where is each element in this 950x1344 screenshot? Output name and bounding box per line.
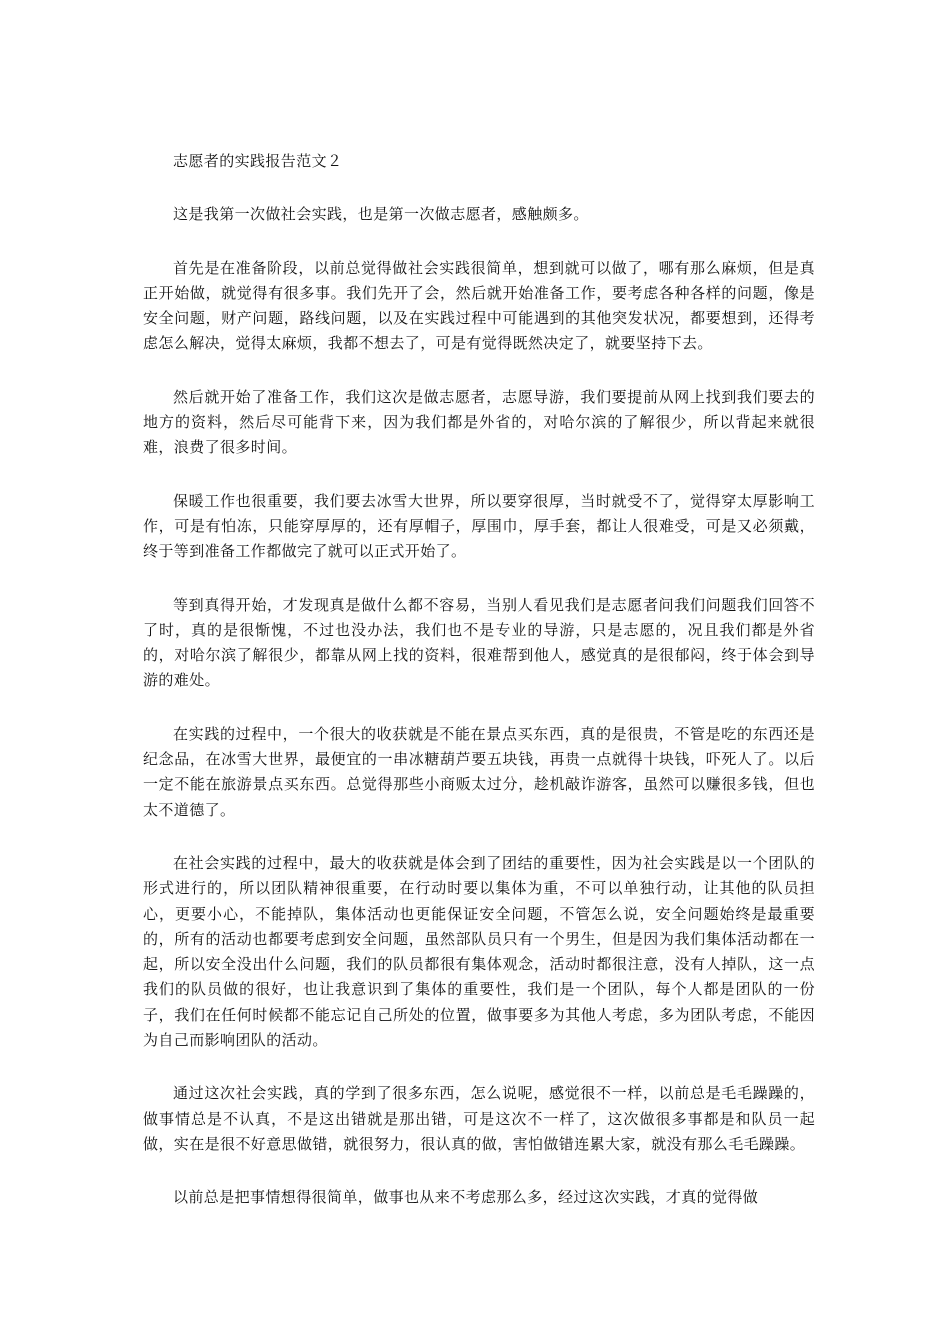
- paragraph-9: 以前总是把事情想得很简单，做事也从来不考虑那么多，经过这次实践，才真的觉得做: [173, 1188, 759, 1207]
- paragraph-2: 首先是在准备阶段，以前总觉得做社会实践很简单，想到就可以做了，哪有那么麻烦，但是真正开始做，就觉得有很多事。我们先开了会，然后就开始准备工作，要考虑各种各样的问题，像是安全问题，财产问题，路线问题，以及在实践过程中可能遇到的其他突发状况，都要想到，还得考虑怎么解决，觉得太麻烦，我都不想去了，可是有觉得既然决定了，就要坚持下去。: [143, 258, 815, 353]
- document-page: [143, 149, 815, 1239]
- paragraph-6: 在实践的过程中，一个很大的收获就是不能在景点买东西，真的是很贵，不管是吃的东西还是纪念品，在冰雪大世界，最便宜的一串冰糖葫芦要五块钱，再贵一点就得十块钱，吓死人了。以后一定不能在旅游景点买东西。总觉得那些小商贩太过分，趁机敲诈游客，虽然可以赚很多钱，但也太不道德了。: [143, 724, 815, 819]
- paragraph-4: 保暖工作也很重要，我们要去冰雪大世界，所以要穿很厚，当时就受不了，觉得穿太厚影响工作，可是有怕冻，只能穿厚厚的，还有厚帽子，厚围巾，厚手套，都让人很难受，可是又必须戴，终于等到准备工作都做完了就可以正式开始了。: [143, 491, 815, 561]
- document-title: 志愿者的实践报告范文２: [173, 152, 343, 170]
- paragraph-7: 在社会实践的过程中，最大的收获就是体会到了团结的重要性，因为社会实践是以一个团队的形式进行的，所以团队精神很重要，在行动时要以集体为重，不可以单独行动，让其他的队员担心，更要小心，不能掉队，集体活动也更能保证安全问题，不管怎么说，安全问题始终是最重要的，所有的活动也都要考虑到安全问题，虽然部队员只有一个男生，但是因为我们集体活动都在一起，所以安全没出什么问题，我们的队员都很有集体观念，活动时都很注意，没有人掉队，这一点我们的队员做的很好，也让我意识到了集体的重要性，我们是一个团队，每个人都是团队的一份子，我们在任何时候都不能忘记自己所处的位置，做事要多为其他人考虑，多为团队考虑，不能因为自己而影响团队的活动。: [143, 853, 815, 1050]
- paragraph-3: 然后就开始了准备工作，我们这次是做志愿者，志愿导游，我们要提前从网上找到我们要去的地方的资料，然后尽可能背下来，因为我们都是外省的，对哈尔滨的了解很少，所以背起来就很难，浪费了很多时间。: [143, 387, 815, 457]
- paragraph-8: 通过这次社会实践，真的学到了很多东西，怎么说呢，感觉很不一样，以前总是毛毛躁躁的，做事情总是不认真，不是这出错就是那出错，可是这次不一样了，这次做很多事都是和队员一起做，实在是很不好意思做错，就很努力，很认真的做，害怕做错连累大家，就没有那么毛毛躁躁。: [143, 1084, 815, 1153]
- paragraph-5: 等到真得开始，才发现真是做什么都不容易，当别人看见我们是志愿者问我们问题我们回答不了时，真的是很惭愧，不过也没办法，我们也不是专业的导游，只是志愿的，况且我们都是外省的，对哈尔滨了解很少，都靠从网上找的资料，很难帮到他人，感觉真的是很郁闷，终于体会到导游的难处。: [143, 595, 815, 690]
- paragraph-1: 这是我第一次做社会实践，也是第一次做志愿者，感触颇多。: [173, 205, 589, 224]
